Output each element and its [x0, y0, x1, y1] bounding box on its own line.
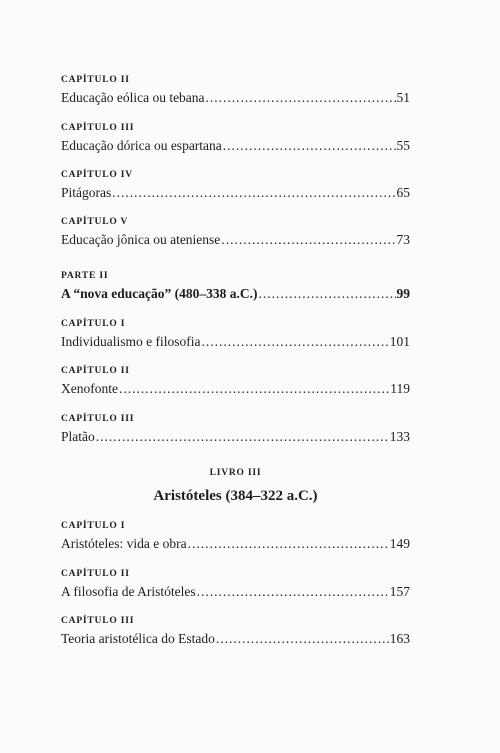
entry-title: Aristóteles: vida e obra: [61, 536, 187, 551]
dot-leader: [201, 333, 388, 351]
toc-part: [61, 270, 410, 303]
toc-entry: [61, 583, 410, 601]
toc-section: [61, 74, 410, 107]
entry-page: 51: [396, 90, 410, 105]
entry-page: 149: [389, 536, 410, 551]
entry-page: 55: [396, 138, 410, 153]
entry-page: 65: [396, 185, 410, 200]
section-label: CAPÍTULO IV: [61, 170, 133, 180]
dot-leader: [188, 535, 389, 553]
dot-leader: [96, 428, 389, 446]
section-label: CAPÍTULO II: [61, 366, 130, 376]
toc-entry: [61, 428, 410, 446]
entry-page: 157: [389, 584, 410, 599]
section-label: CAPÍTULO III: [61, 123, 135, 133]
dot-leader: [216, 630, 389, 648]
dot-leader: [112, 184, 395, 202]
toc-entry: [61, 630, 410, 648]
entry-page: 101: [389, 334, 410, 349]
toc-section: [61, 365, 410, 398]
entry-page: 163: [389, 631, 410, 646]
toc-entry: [61, 380, 410, 398]
entry-title: Individualismo e filosofia: [61, 334, 201, 349]
toc-entry: [61, 285, 410, 303]
section-label: CAPÍTULO V: [61, 217, 129, 227]
toc-section: [61, 413, 410, 446]
entry-title: Xenofonte: [61, 381, 118, 396]
toc-section: [61, 169, 410, 202]
entry-page: 99: [396, 286, 410, 301]
toc-section: [61, 216, 410, 249]
book-title: Aristóteles (384–322 a.C.): [153, 488, 318, 504]
entry-title: Pitágoras: [61, 185, 112, 200]
section-label: CAPÍTULO III: [61, 616, 135, 626]
section-label: CAPÍTULO II: [61, 75, 130, 85]
toc-entry: [61, 89, 410, 107]
dot-leader: [119, 380, 389, 398]
entry-title: Educação jônica ou ateniense: [61, 232, 221, 247]
toc-entry: [61, 535, 410, 553]
entry-title: Educação dórica ou espartana: [61, 138, 222, 153]
entry-page: 119: [390, 381, 410, 396]
toc-section: [61, 568, 410, 601]
entry-title: A filosofia de Aristóteles: [61, 584, 196, 599]
section-label: CAPÍTULO III: [61, 414, 135, 424]
entry-page: 73: [396, 232, 410, 247]
entry-title: Platão: [61, 429, 95, 444]
section-label: CAPÍTULO I: [61, 319, 126, 329]
entry-page: 133: [389, 429, 410, 444]
section-label: CAPÍTULO I: [61, 521, 126, 531]
entry-title: Educação eólica ou tebana: [61, 90, 205, 105]
toc-entry: [61, 231, 410, 249]
part-label: PARTE II: [61, 271, 109, 281]
dot-leader: [259, 285, 396, 303]
toc-section: [61, 318, 410, 351]
toc-entry: [61, 137, 410, 155]
dot-leader: [206, 89, 396, 107]
entry-title: A “nova educação” (480–338 a.C.): [61, 286, 258, 301]
dot-leader: [197, 583, 389, 601]
toc-entry: [61, 184, 410, 202]
dot-leader: [221, 231, 395, 249]
book-label: LIVRO III: [209, 468, 262, 478]
toc-section: [61, 520, 410, 553]
toc-section: [61, 615, 410, 648]
section-label: CAPÍTULO II: [61, 569, 130, 579]
toc-section: [61, 122, 410, 155]
entry-title: Teoria aristotélica do Estado: [61, 631, 215, 646]
dot-leader: [223, 137, 396, 155]
toc-entry: [61, 333, 410, 351]
